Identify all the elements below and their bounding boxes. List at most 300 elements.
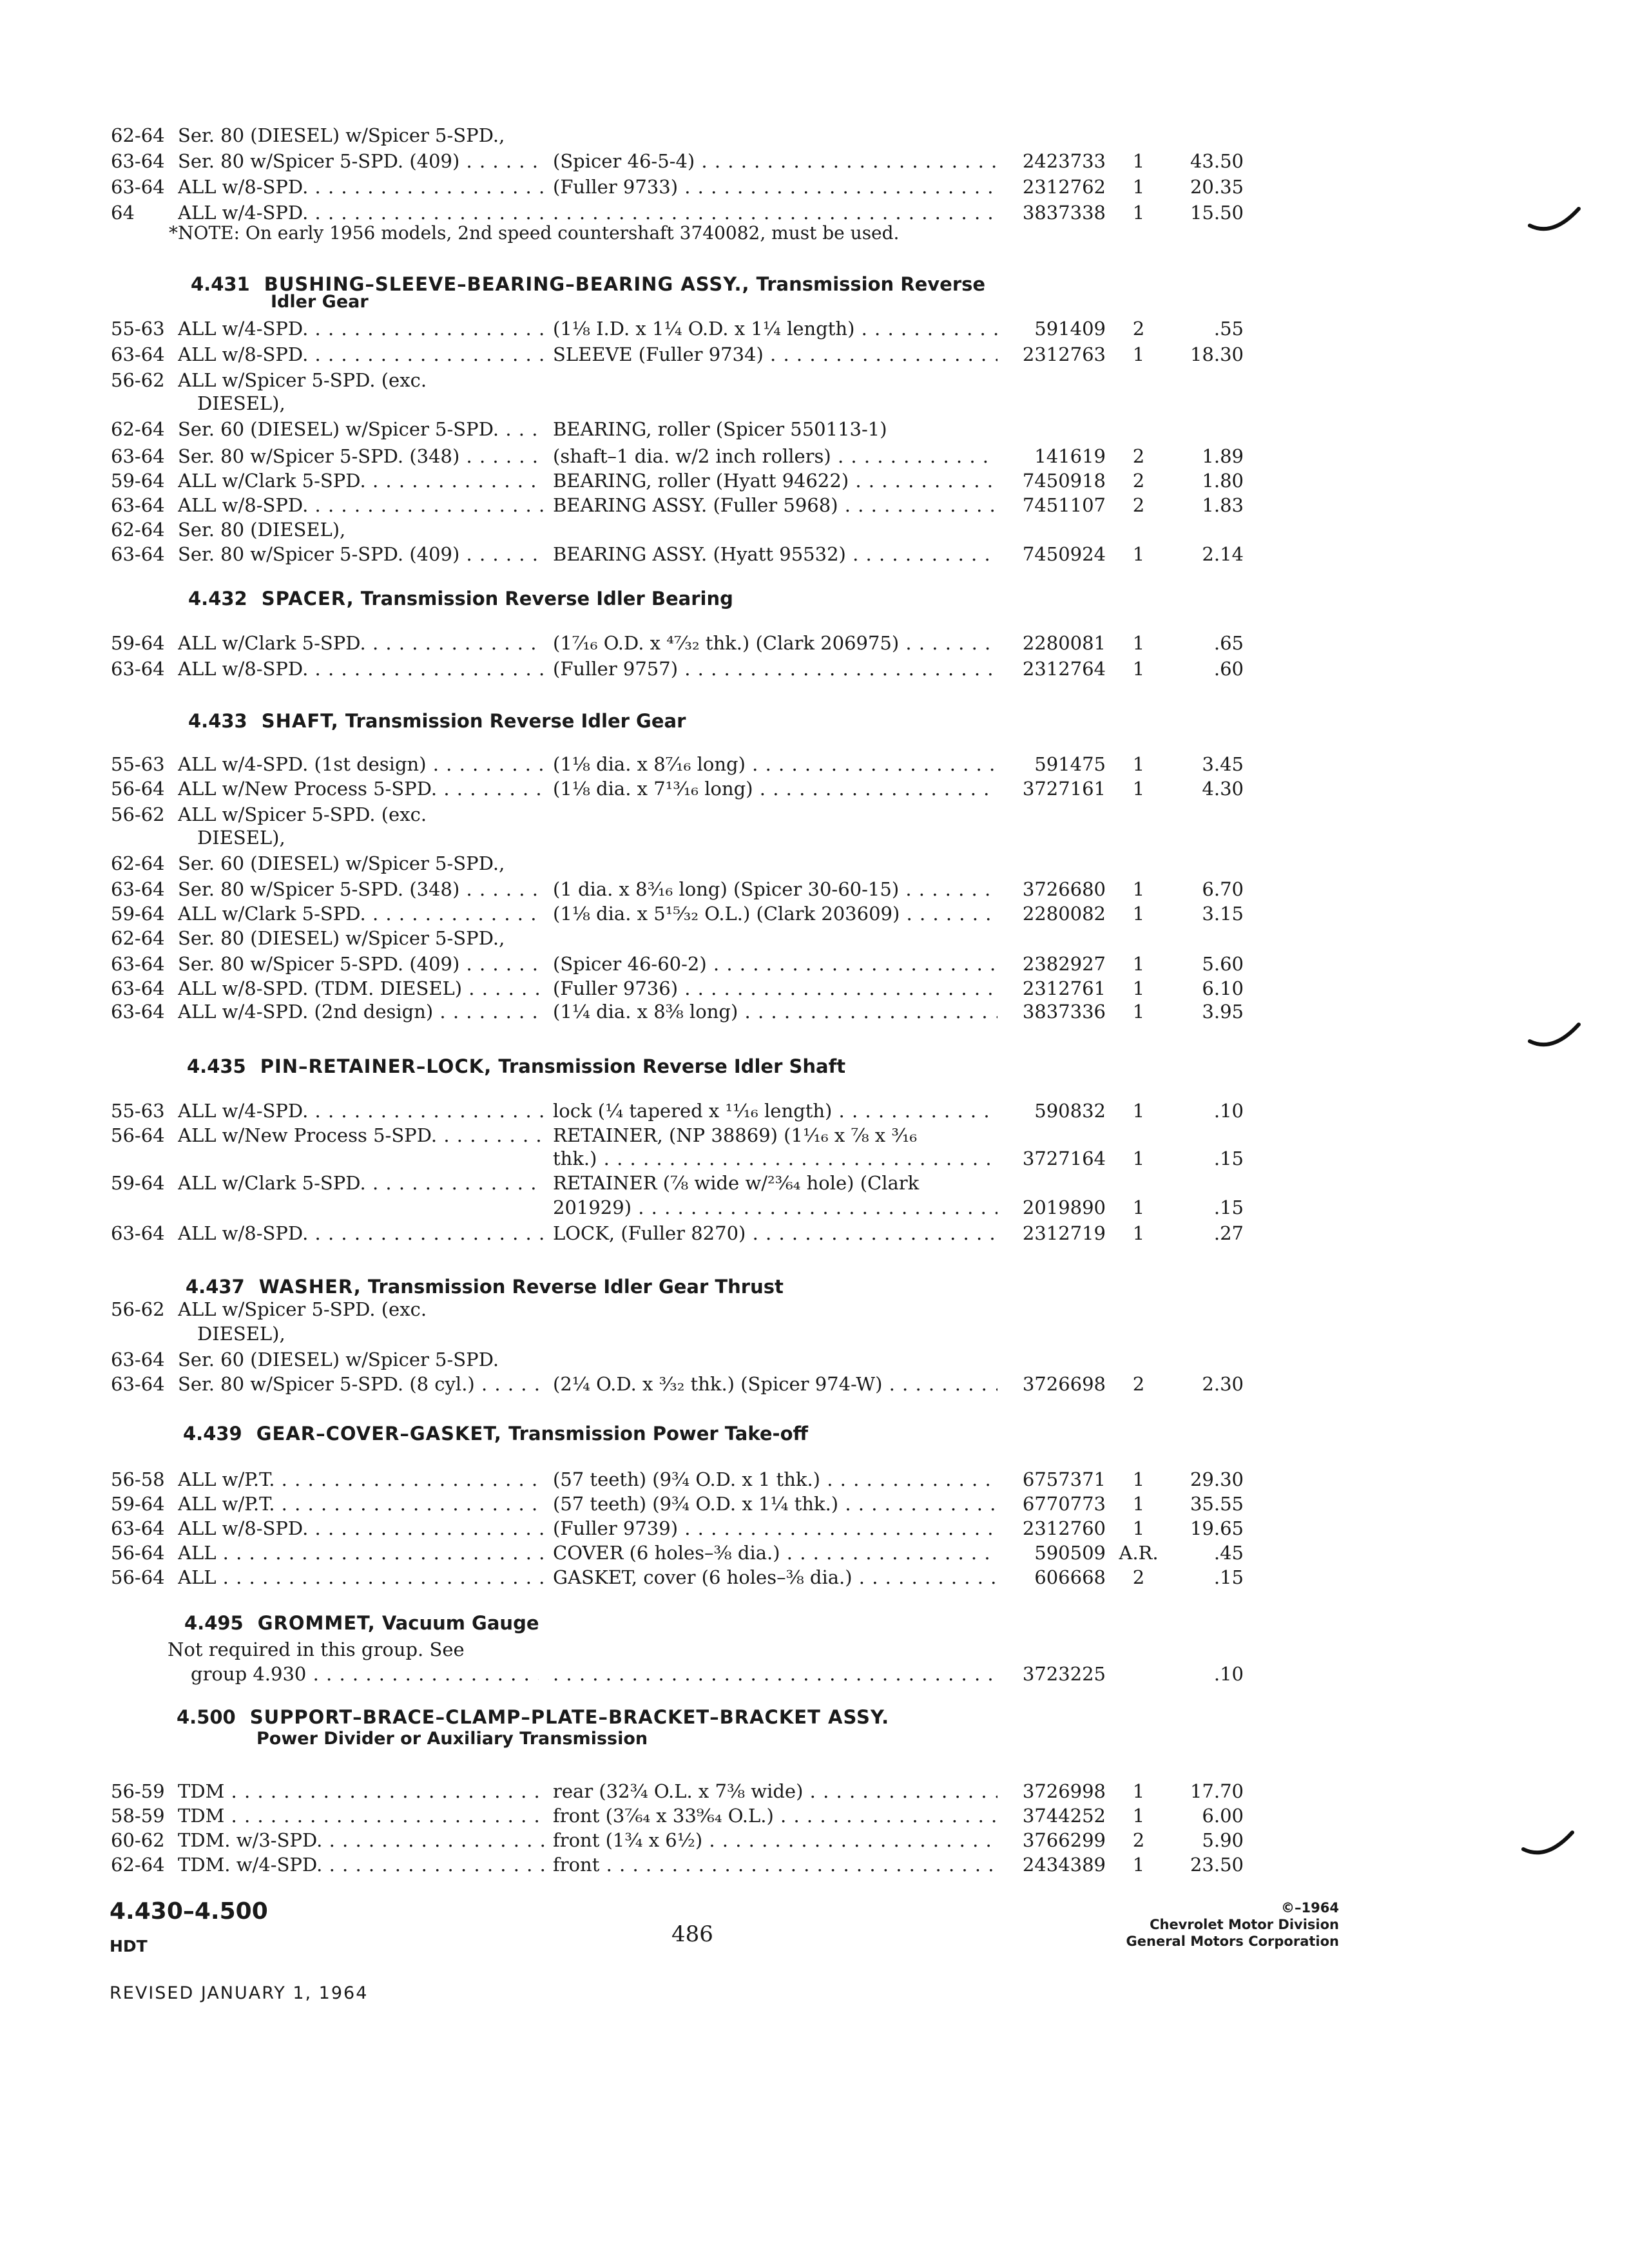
application: Ser. 80 w/Spicer 5-SPD. (409) . . . — [178, 951, 545, 977]
model-years: 60-62 — [111, 1829, 165, 1851]
section-subtitle: Transmission Reverse Idler Gear — [345, 710, 686, 732]
quantity: 1 — [1132, 1805, 1145, 1827]
parts-row — [0, 1371, 1629, 1397]
quantity: 1 — [1132, 903, 1145, 925]
part-description: (Fuller 9739) . . . — [553, 1515, 998, 1541]
footer-code: HDT — [110, 1937, 148, 1956]
section-title: BUSHING–SLEEVE–BEARING–BEARING ASSY., — [264, 273, 750, 295]
model-years: 59-64 — [111, 1172, 165, 1194]
application: Ser. 80 w/Spicer 5-SPD. (409) . . . — [178, 541, 545, 567]
quantity: 1 — [1132, 953, 1145, 975]
part-description: (Fuller 9733) . . . — [553, 174, 998, 200]
part-number: 2312763 — [1022, 343, 1106, 365]
parts-row — [0, 1515, 1629, 1541]
model-years: 59-64 — [111, 1493, 165, 1515]
section-title: SHAFT, — [261, 710, 339, 732]
section-number: 4.500 — [177, 1706, 236, 1728]
model-years: 63-64 — [111, 658, 165, 680]
list-price: 1.80 — [1202, 470, 1244, 492]
application: ALL w/8-SPD. . . . — [178, 341, 545, 367]
part-number: 2434389 — [1022, 1854, 1106, 1876]
part-description: thk.) . . . — [553, 1146, 998, 1171]
part-number: 591409 — [1034, 318, 1106, 340]
part-description: (Fuller 9757) . . . — [553, 656, 998, 682]
parts-row — [0, 630, 1629, 656]
model-years: 55-63 — [111, 1100, 165, 1122]
model-years: 56-58 — [111, 1468, 165, 1490]
quantity: 2 — [1132, 1373, 1145, 1395]
parts-row — [0, 1122, 1629, 1148]
part-number: 2312760 — [1022, 1517, 1106, 1539]
parts-row — [0, 1803, 1629, 1829]
application: ALL w/4-SPD. . . . — [178, 1098, 545, 1124]
check-mark-icon — [1527, 206, 1585, 245]
application: Ser. 80 (DIESEL) w/Spicer 5-SPD., — [178, 124, 505, 146]
part-number: 6757371 — [1022, 1468, 1106, 1490]
section-heading-4495 — [184, 1611, 539, 1635]
quantity: 1 — [1132, 753, 1145, 775]
model-years: 56-64 — [111, 1566, 165, 1588]
footnote: *NOTE: On early 1956 models, 2nd speed countershaft 3740082, must be used. — [169, 222, 900, 244]
application: ALL w/P.T. . . . — [178, 1491, 545, 1517]
parts-row — [0, 1296, 1629, 1322]
application: TDM . . . — [178, 1803, 545, 1829]
section-subtitle: Transmission Reverse Idler Shaft — [498, 1055, 846, 1077]
list-price: .55 — [1213, 318, 1244, 340]
part-number: 3837336 — [1022, 1001, 1106, 1023]
parts-row — [0, 1540, 1629, 1566]
model-years: 56-62 — [111, 1298, 165, 1320]
part-number: 3744252 — [1022, 1805, 1106, 1827]
application: ALL w/8-SPD. . . . — [178, 492, 545, 518]
part-number: 606668 — [1034, 1566, 1106, 1588]
application: ALL w/P.T. . . . — [178, 1466, 545, 1492]
list-price: 20.35 — [1190, 176, 1244, 198]
parts-row — [0, 468, 1629, 494]
application: ALL w/4-SPD. (1st design) . . . — [178, 751, 545, 777]
part-number: 3727164 — [1022, 1148, 1106, 1169]
list-price: .10 — [1213, 1663, 1244, 1685]
model-years: 63-64 — [111, 878, 165, 900]
part-number: 2019890 — [1022, 1196, 1106, 1218]
application: Ser. 60 (DIESEL) w/Spicer 5-SPD. — [178, 1349, 499, 1370]
part-description: BEARING ASSY. (Hyatt 95532) . . . — [553, 541, 998, 567]
model-years: 64 — [111, 202, 135, 224]
application: ALL w/8-SPD. . . . — [178, 174, 545, 200]
part-description: (shaft–1 dia. w/2 inch rollers) . . . — [553, 443, 998, 469]
list-price: 6.00 — [1202, 1805, 1244, 1827]
application: ALL w/New Process 5-SPD. . . . — [178, 776, 545, 802]
application: Ser. 80 (DIESEL), — [178, 519, 346, 541]
part-description: (57 teeth) (9¾ O.D. x 1¼ thk.) . . . — [553, 1491, 998, 1517]
list-price: 6.70 — [1202, 878, 1244, 900]
model-years: 56-64 — [111, 1124, 165, 1146]
application: ALL w/4-SPD. . . . — [178, 200, 545, 226]
part-number: 2280081 — [1022, 632, 1106, 654]
list-price: 23.50 — [1190, 1854, 1244, 1876]
part-number: 3837338 — [1022, 202, 1106, 224]
model-years: 59-64 — [111, 632, 165, 654]
parts-row — [0, 850, 1629, 876]
application: ALL w/8-SPD. . . . — [178, 656, 545, 682]
parts-row — [0, 1195, 1629, 1220]
quantity: 1 — [1132, 1222, 1145, 1244]
copyright-block — [1126, 1899, 1339, 1950]
parts-row — [0, 925, 1629, 951]
part-description: front (3⁷⁄₆₄ x 33⁹⁄₆₄ O.L.) . . . — [553, 1803, 998, 1829]
parts-row — [0, 1466, 1629, 1492]
part-description: front . . . — [553, 1852, 998, 1878]
part-number: 2312761 — [1022, 977, 1106, 999]
section-title: PIN–RETAINER–LOCK, — [260, 1055, 492, 1077]
list-price: .15 — [1213, 1148, 1244, 1169]
part-description: (2¼ O.D. x ³⁄₃₂ thk.) (Spicer 974-W) . . . — [553, 1371, 998, 1397]
quantity: 1 — [1132, 878, 1145, 900]
quantity: 1 — [1132, 176, 1145, 198]
list-price: 3.15 — [1202, 903, 1244, 925]
section-subtitle: Power Divider or Auxiliary Transmission — [256, 1729, 648, 1749]
model-years: 56-62 — [111, 369, 165, 391]
model-years: 62-64 — [111, 927, 165, 949]
parts-row — [0, 1146, 1629, 1171]
section-title: GEAR–COVER–GASKET, — [256, 1423, 502, 1445]
quantity: 1 — [1132, 202, 1145, 224]
quantity: 1 — [1132, 343, 1145, 365]
quantity: 1 — [1132, 1468, 1145, 1490]
part-description: GASKET, cover (6 holes–⅜ dia.) . . . — [553, 1564, 998, 1590]
part-description: (Fuller 9736) . . . — [553, 975, 998, 1001]
parts-row — [0, 316, 1629, 341]
quantity: 1 — [1132, 778, 1145, 800]
part-number: 3723225 — [1022, 1663, 1106, 1685]
parts-row — [0, 776, 1629, 802]
section-number: 4.432 — [188, 588, 247, 610]
part-description: (Spicer 46-5-4) . . . — [553, 148, 998, 174]
model-years: 59-64 — [111, 470, 165, 492]
footer-section-range: 4.430–4.500 — [110, 1898, 268, 1925]
quantity: 1 — [1132, 1100, 1145, 1122]
parts-row — [0, 122, 1629, 148]
model-years: 63-64 — [111, 977, 165, 999]
parts-row — [0, 1098, 1629, 1124]
model-years: 62-64 — [111, 124, 165, 146]
parts-row — [0, 1321, 1629, 1347]
part-number: 141619 — [1034, 445, 1106, 467]
application: ALL w/Clark 5-SPD. . . . — [178, 901, 545, 927]
parts-row — [0, 517, 1629, 543]
section-subtitle: Transmission Reverse Idler Gear Thrust — [367, 1276, 784, 1298]
quantity: A.R. — [1119, 1542, 1159, 1564]
application: TDM. w/4-SPD. . . . — [178, 1852, 545, 1878]
section-number: 4.431 — [191, 273, 250, 295]
parts-row — [0, 802, 1629, 827]
part-number: 3726680 — [1022, 878, 1106, 900]
application: ALL w/Spicer 5-SPD. (exc. — [178, 369, 427, 391]
list-price: .27 — [1213, 1222, 1244, 1244]
parts-row — [0, 1778, 1629, 1804]
application: ALL w/8-SPD. (TDM. DIESEL) . . . — [178, 975, 545, 1001]
part-number: 2280082 — [1022, 903, 1106, 925]
parts-row — [0, 901, 1629, 927]
quantity: 1 — [1132, 150, 1145, 172]
quantity: 1 — [1132, 1854, 1145, 1876]
quantity: 1 — [1132, 1780, 1145, 1802]
list-price: 19.65 — [1190, 1517, 1244, 1539]
part-description: (1 dia. x 8³⁄₁₆ long) (Spicer 30-60-15) . . . — [553, 876, 998, 902]
section-heading-4432 — [188, 586, 733, 611]
section-title: WASHER, — [258, 1276, 361, 1298]
model-years: 55-63 — [111, 753, 165, 775]
parts-row — [0, 975, 1629, 1001]
list-price: 6.10 — [1202, 977, 1244, 999]
list-price: 2.14 — [1202, 543, 1244, 565]
part-number: 2312719 — [1022, 1222, 1106, 1244]
check-mark-icon — [1527, 1022, 1585, 1061]
application: ALL w/New Process 5-SPD. . . . — [178, 1122, 545, 1148]
model-years: 62-64 — [111, 852, 165, 874]
application: Ser. 60 (DIESEL) w/Spicer 5-SPD. . . . — [178, 416, 545, 442]
section-heading-4437 — [186, 1274, 784, 1299]
parts-row — [0, 1347, 1629, 1372]
list-price: 17.70 — [1190, 1780, 1244, 1802]
parts-row — [0, 951, 1629, 977]
part-number: 3726698 — [1022, 1373, 1106, 1395]
list-price: .15 — [1213, 1196, 1244, 1218]
section-title: SUPPORT–BRACE–CLAMP–PLATE–BRACKET–BRACKET ASSY. — [249, 1706, 890, 1728]
section-heading-4435 — [187, 1054, 845, 1079]
model-years: 63-64 — [111, 1373, 165, 1395]
part-number: 590832 — [1034, 1100, 1106, 1122]
application: ALL w/8-SPD. . . . — [178, 1515, 545, 1541]
part-description: RETAINER, (NP 38869) (1¹⁄₁₆ x ⅞ x ³⁄₁₆ — [553, 1124, 918, 1146]
part-number: 3727161 — [1022, 778, 1106, 800]
application: Ser. 80 (DIESEL) w/Spicer 5-SPD., — [178, 927, 505, 949]
application: ALL w/Spicer 5-SPD. (exc. — [178, 1298, 427, 1320]
part-description: rear (32¾ O.L. x 7⅜ wide) . . . — [553, 1778, 998, 1804]
part-number: 6770773 — [1022, 1493, 1106, 1515]
part-description: 201929) . . . — [553, 1195, 998, 1220]
part-number: 590509 — [1034, 1542, 1106, 1564]
section-subtitle: Transmission Power Take-off — [508, 1423, 808, 1445]
part-number: 7450918 — [1022, 470, 1106, 492]
grommet-leader — [553, 1661, 998, 1687]
model-years: 63-64 — [111, 176, 165, 198]
model-years: 62-64 — [111, 519, 165, 541]
quantity: 1 — [1132, 1493, 1145, 1515]
application: ALL w/Clark 5-SPD. . . . — [178, 468, 545, 494]
list-price: .45 — [1213, 1542, 1244, 1564]
section-subtitle: Vacuum Gauge — [381, 1612, 539, 1634]
list-price: .15 — [1213, 1566, 1244, 1588]
section-subtitle: Transmission Reverse — [756, 273, 986, 295]
quantity: 1 — [1132, 1517, 1145, 1539]
application: Ser. 80 w/Spicer 5-SPD. (409) . . . — [178, 148, 545, 174]
part-description: SLEEVE (Fuller 9734) . . . — [553, 341, 998, 367]
parts-row — [0, 367, 1629, 393]
application: TDM. w/3-SPD. . . . — [178, 1827, 545, 1853]
section-number: 4.439 — [183, 1423, 242, 1445]
parts-row — [0, 341, 1629, 367]
part-description: front (1¾ x 6½) . . . — [553, 1827, 998, 1853]
quantity: 2 — [1132, 1829, 1145, 1851]
quantity: 2 — [1132, 470, 1145, 492]
model-years: 62-64 — [111, 418, 165, 440]
parts-row — [0, 416, 1629, 442]
parts-row — [0, 1564, 1629, 1590]
model-years: 58-59 — [111, 1805, 165, 1827]
list-price: 3.45 — [1202, 753, 1244, 775]
part-description: LOCK, (Fuller 8270) . . . — [553, 1220, 998, 1246]
list-price: 5.90 — [1202, 1829, 1244, 1851]
parts-row — [0, 876, 1629, 902]
parts-row — [0, 1220, 1629, 1246]
section-subtitle: Transmission Reverse Idler Bearing — [360, 588, 733, 610]
model-years: 56-62 — [111, 803, 165, 825]
check-mark-icon — [1521, 1830, 1579, 1869]
section-number: 4.435 — [187, 1055, 246, 1077]
part-description: (1¼ dia. x 8⅜ long) . . . — [553, 999, 998, 1024]
application: TDM . . . — [178, 1778, 545, 1804]
copyright-line: ©–1964 — [1281, 1900, 1339, 1916]
application: Ser. 60 (DIESEL) w/Spicer 5-SPD., — [178, 852, 505, 874]
quantity: 2 — [1132, 1566, 1145, 1588]
model-years: 63-64 — [111, 1001, 165, 1023]
application: DIESEL), — [197, 392, 285, 414]
part-number: 2423733 — [1022, 150, 1106, 172]
application: ALL . . . — [178, 1564, 545, 1590]
list-price: 1.89 — [1202, 445, 1244, 467]
part-number: 7450924 — [1022, 543, 1106, 565]
part-number: 7451107 — [1022, 494, 1106, 516]
part-description: (1⅛ dia. x 5¹⁵⁄₃₂ O.L.) (Clark 203609) . . . — [553, 901, 998, 927]
section-heading-4433 — [188, 709, 686, 733]
part-number: 2312764 — [1022, 658, 1106, 680]
model-years: 63-64 — [111, 953, 165, 975]
list-price: .10 — [1213, 1100, 1244, 1122]
part-number: 591475 — [1034, 753, 1106, 775]
parts-row — [0, 656, 1629, 682]
model-years: 55-63 — [111, 318, 165, 340]
part-description: COVER (6 holes–⅜ dia.) . . . — [553, 1540, 998, 1566]
model-years: 59-64 — [111, 903, 165, 925]
quantity: 2 — [1132, 445, 1145, 467]
part-description: RETAINER (⅞ wide w/²³⁄₆₄ hole) (Clark — [553, 1172, 920, 1194]
list-price: 5.60 — [1202, 953, 1244, 975]
model-years: 63-64 — [111, 343, 165, 365]
part-description: (1⁷⁄₁₆ O.D. x ⁴⁷⁄₃₂ thk.) (Clark 206975) . . . — [553, 630, 998, 656]
quantity: 1 — [1132, 543, 1145, 565]
part-description: (1⅛ dia. x 7¹³⁄₁₆ long) . . . — [553, 776, 998, 802]
part-number: 2382927 — [1022, 953, 1106, 975]
parts-row — [0, 1852, 1629, 1878]
part-description: (1⅛ dia. x 8⁷⁄₁₆ long) . . . — [553, 751, 998, 777]
section-number: 4.495 — [184, 1612, 244, 1634]
parts-row — [0, 825, 1629, 850]
model-years: 63-64 — [111, 445, 165, 467]
list-price: 18.30 — [1190, 343, 1244, 365]
model-years: 63-64 — [111, 150, 165, 172]
model-years: 63-64 — [111, 543, 165, 565]
application: Ser. 80 w/Spicer 5-SPD. (8 cyl.) . . . — [178, 1371, 545, 1397]
model-years: 56-64 — [111, 1542, 165, 1564]
model-years: 56-64 — [111, 778, 165, 800]
application: DIESEL), — [197, 1323, 285, 1345]
corporation-line: General Motors Corporation — [1126, 1934, 1339, 1949]
division-line: Chevrolet Motor Division — [1150, 1917, 1339, 1932]
section-number: 4.437 — [186, 1276, 245, 1298]
application: Ser. 80 w/Spicer 5-SPD. (348) . . . — [178, 443, 545, 469]
section-heading-4439 — [183, 1421, 808, 1446]
grommet-note-line1: Not required in this group. See — [168, 1639, 465, 1660]
parts-row — [0, 443, 1629, 469]
quantity: 1 — [1132, 1148, 1145, 1169]
parts-row — [0, 999, 1629, 1024]
part-description: (1⅛ I.D. x 1¼ O.D. x 1¼ length) . . . — [553, 316, 998, 341]
parts-row — [0, 174, 1629, 200]
model-years: 63-64 — [111, 1517, 165, 1539]
parts-row — [0, 751, 1629, 777]
list-price: 43.50 — [1190, 150, 1244, 172]
section-subtitle-continued: Idler Gear — [271, 292, 369, 312]
part-number: 2312762 — [1022, 176, 1106, 198]
section-heading-4500 — [177, 1705, 889, 1729]
part-description: (Spicer 46-60-2) . . . — [553, 951, 998, 977]
parts-row — [0, 390, 1629, 416]
application: DIESEL), — [197, 827, 285, 849]
model-years: 63-64 — [111, 1349, 165, 1370]
list-price: 29.30 — [1190, 1468, 1244, 1490]
part-description: BEARING, roller (Spicer 550113-1) — [553, 418, 887, 440]
quantity: 2 — [1132, 318, 1145, 340]
list-price: 2.30 — [1202, 1373, 1244, 1395]
quantity: 2 — [1132, 494, 1145, 516]
quantity: 1 — [1132, 1196, 1145, 1218]
quantity: 1 — [1132, 1001, 1145, 1023]
model-years: 62-64 — [111, 1854, 165, 1876]
revision-date: REVISED JANUARY 1, 1964 — [110, 1983, 369, 2003]
quantity: 1 — [1132, 977, 1145, 999]
quantity: 1 — [1132, 632, 1145, 654]
parts-row — [0, 1170, 1629, 1196]
part-description: (57 teeth) (9¾ O.D. x 1 thk.) . . . — [553, 1466, 998, 1492]
grommet-note-line2: group 4.930 . . . — [191, 1661, 539, 1687]
list-price: 1.83 — [1202, 494, 1244, 516]
parts-row — [0, 1491, 1629, 1517]
application: ALL w/Clark 5-SPD. . . . — [178, 1170, 545, 1196]
section-title: GROMMET, — [257, 1612, 376, 1634]
application: ALL . . . — [178, 1540, 545, 1566]
part-description: BEARING ASSY. (Fuller 5968) . . . — [553, 492, 998, 518]
model-years: 63-64 — [111, 494, 165, 516]
parts-row — [0, 492, 1629, 518]
section-title: SPACER, — [261, 588, 354, 610]
application: ALL w/4-SPD. (2nd design) . . . — [178, 999, 545, 1024]
application: ALL w/Clark 5-SPD. . . . — [178, 630, 545, 656]
application: Ser. 80 w/Spicer 5-SPD. (348) . . . — [178, 876, 545, 902]
quantity: 1 — [1132, 658, 1145, 680]
part-description: lock (¼ tapered x ¹¹⁄₁₆ length) . . . — [553, 1098, 998, 1124]
application: ALL w/4-SPD. . . . — [178, 316, 545, 341]
parts-row — [0, 1827, 1629, 1853]
model-years: 63-64 — [111, 1222, 165, 1244]
section-number: 4.433 — [188, 710, 247, 732]
application: ALL w/Spicer 5-SPD. (exc. — [178, 803, 427, 825]
grommet-row — [0, 1661, 1629, 1687]
application: ALL w/8-SPD. . . . — [178, 1220, 545, 1246]
part-description: BEARING, roller (Hyatt 94622) . . . — [553, 468, 998, 494]
model-years: 56-59 — [111, 1780, 165, 1802]
list-price: .60 — [1213, 658, 1244, 680]
